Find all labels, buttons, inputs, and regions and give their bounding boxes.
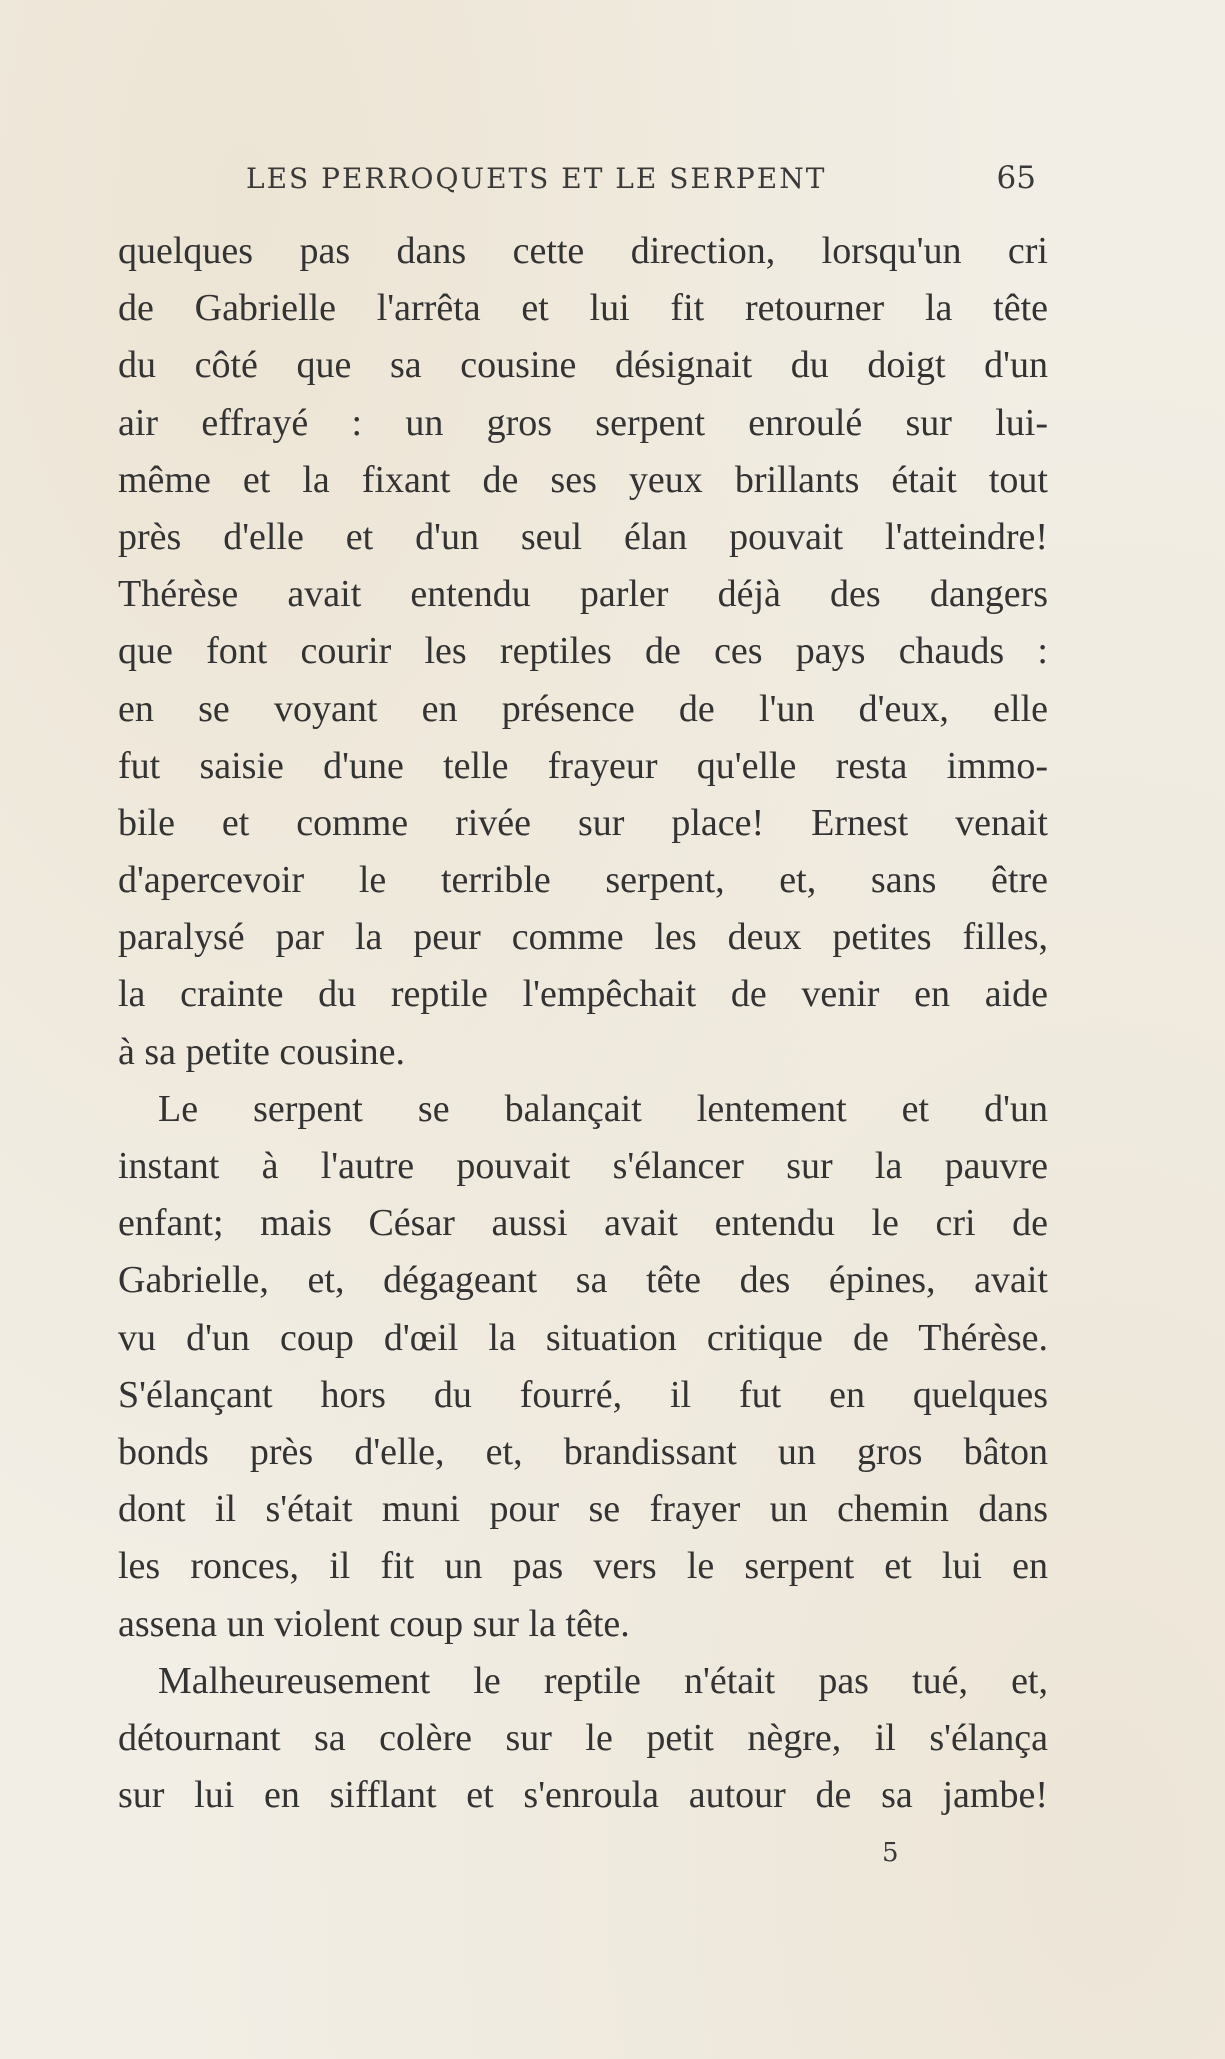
paragraph-start-line: Le serpent se balançait lentement et d'un xyxy=(158,1087,1048,1130)
text-line: instant à l'autre pouvait s'élancer sur la pauvre xyxy=(118,1145,1048,1187)
text-line: quelques pas dans cette direction, lorsqu'un cri xyxy=(118,230,1048,272)
paragraph-end-line: assena un violent coup sur la tête. xyxy=(118,1602,630,1645)
text-line: fut saisie d'une telle frayeur qu'elle resta immo- xyxy=(118,744,1048,787)
text-line: que font courir les reptiles de ces pays chauds : xyxy=(118,630,1048,673)
paragraph-end-line: à sa petite cousine. xyxy=(118,1030,406,1073)
text-line: Thérèse avait entendu parler déjà des dangers xyxy=(118,573,1048,616)
text-line: d'apercevoir le terrible serpent, et, sans être xyxy=(118,859,1048,902)
text-line: bile et comme rivée sur place! Ernest venait xyxy=(118,801,1048,844)
text-line: en se voyant en présence de l'un d'eux, elle xyxy=(118,687,1048,730)
text-line: dont il s'était muni pour se frayer un chemin dans xyxy=(118,1488,1048,1531)
text-line: sur lui en sifflant et s'enroula autour de sa jambe! xyxy=(118,1774,1048,1817)
text-line: détournant sa colère sur le petit nègre, il s'élança xyxy=(118,1716,1048,1759)
text-line: S'élançant hors du fourré, il fut en quelques xyxy=(118,1373,1048,1416)
paragraph-start-line: Malheureusement le reptile n'était pas tué, et, xyxy=(158,1659,1048,1702)
text-line: Gabrielle, et, dégageant sa tête des épines, avait xyxy=(118,1259,1048,1302)
page-number: 65 xyxy=(996,160,1036,196)
running-title: LES PERROQUETS ET LE SERPENT xyxy=(246,162,827,195)
text-line: près d'elle et d'un seul élan pouvait l'atteindre! xyxy=(118,515,1048,558)
text-line: du côté que sa cousine désignait du doigt d'un xyxy=(118,344,1048,387)
text-line: vu d'un coup d'œil la situation critique de Thérèse. xyxy=(118,1316,1048,1359)
body-text xyxy=(118,223,1048,1824)
running-head xyxy=(246,162,1036,202)
text-line: paralysé par la peur comme les deux petites filles, xyxy=(118,916,1048,959)
text-line: les ronces, il fit un pas vers le serpent et lui en xyxy=(118,1545,1048,1588)
text-line: air effrayé : un gros serpent enroulé sur lui- xyxy=(118,401,1048,444)
text-line: bonds près d'elle, et, brandissant un gros bâton xyxy=(118,1430,1048,1473)
text-line: même et la fixant de ses yeux brillants était tout xyxy=(118,458,1048,501)
text-line: de Gabrielle l'arrêta et lui fit retourner la tête xyxy=(118,287,1048,330)
text-line: la crainte du reptile l'empêchait de venir en aide xyxy=(118,973,1048,1016)
signature-mark: 5 xyxy=(882,1838,899,1868)
text-line: enfant; mais César aussi avait entendu le cri de xyxy=(118,1202,1048,1245)
